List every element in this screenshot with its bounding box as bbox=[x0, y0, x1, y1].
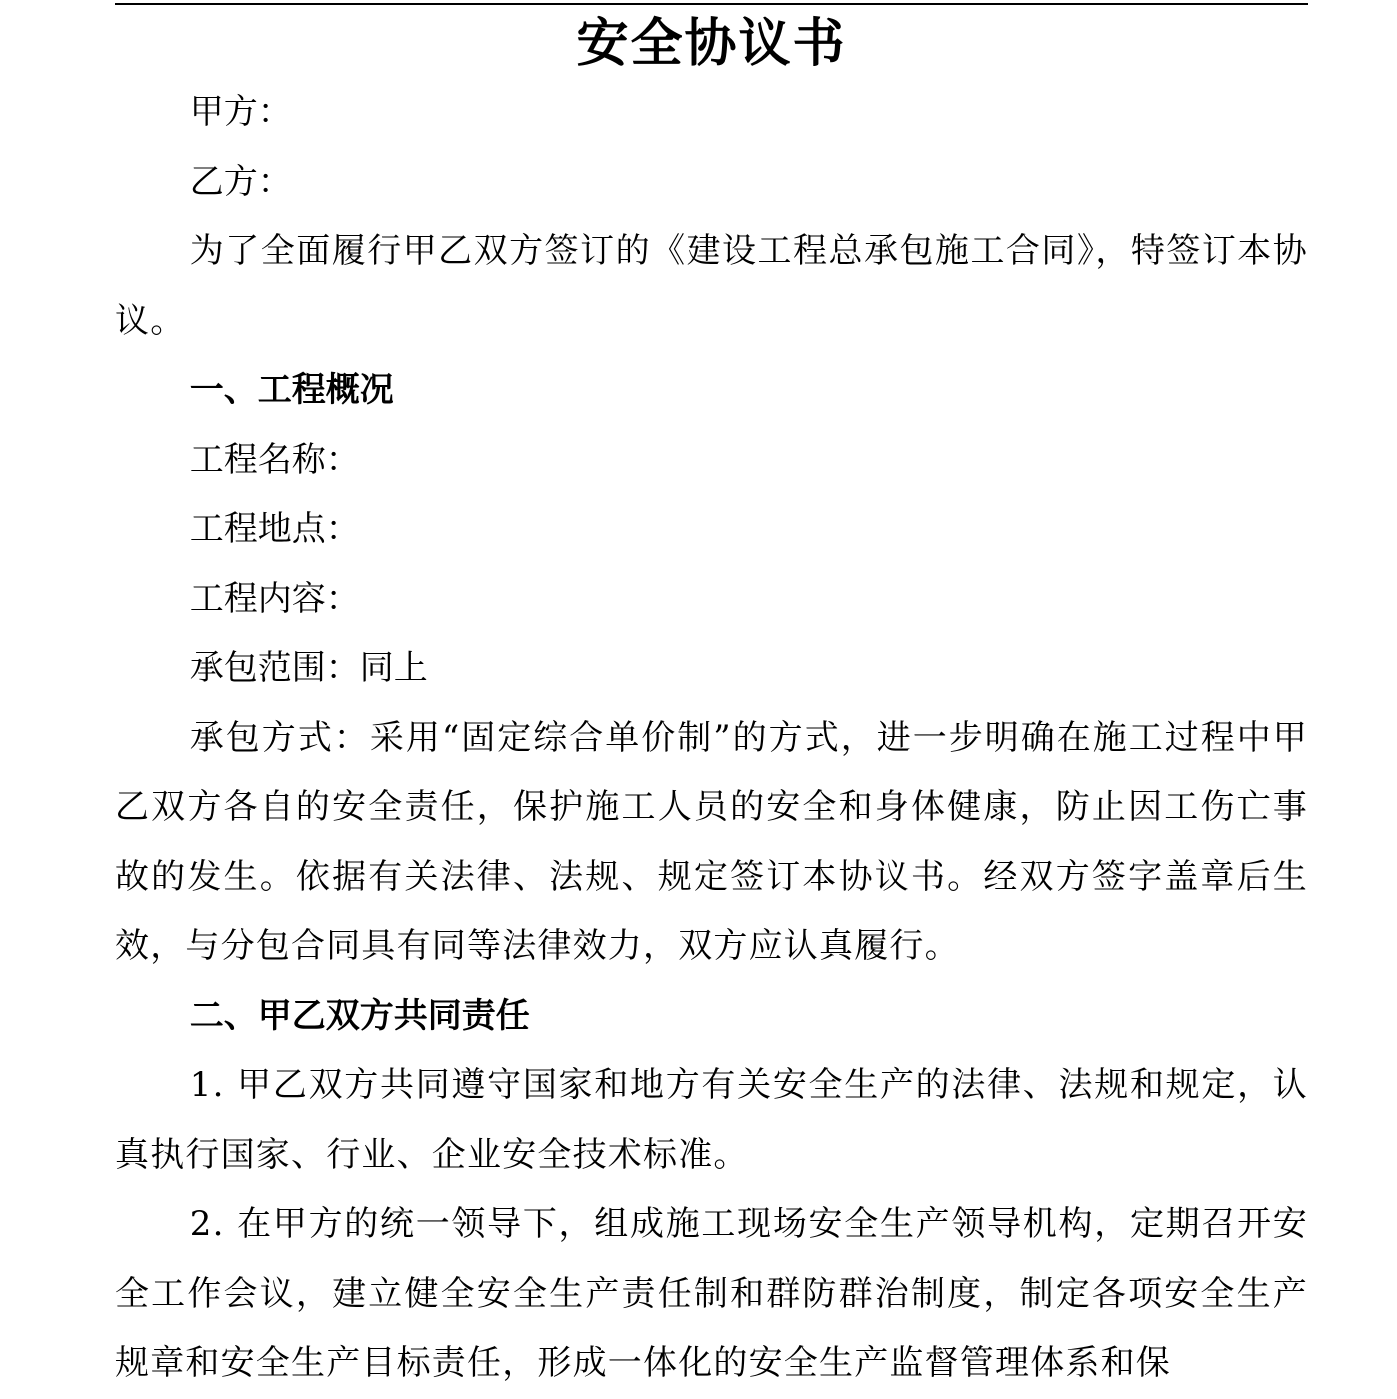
project-name-line: 工程名称： bbox=[189, 439, 360, 480]
party-b-line: 乙方： bbox=[189, 161, 292, 202]
clause-1-paragraph: 1. 甲乙双方共同遵守国家和地方有关安全生产的法律、法规和规定，认真执行国家、行业、企业安全技术标准。 bbox=[115, 1065, 1308, 1175]
document-body bbox=[115, 10, 1308, 1399]
document-title: 安全协议书 bbox=[576, 13, 847, 74]
section-2-heading: 二、甲乙双方共同责任 bbox=[189, 995, 530, 1036]
project-location-line: 工程地点： bbox=[189, 509, 360, 549]
top-rule bbox=[115, 3, 1308, 5]
contract-scope-line: 承包范围：同上 bbox=[189, 648, 428, 688]
contract-method-paragraph: 承包方式：采用“固定综合单价制”的方式，进一步明确在施工过程中甲乙双方各自的安全责任，保护施工人员的安全和身体健康，防止因工伤亡事故的发生。依据有关法律、法规、规定签订本协议书。经双方签字盖章后生效，与分包合同具有同等法律效力，双方应认真履行。 bbox=[115, 717, 1308, 966]
intro-paragraph: 为了全面履行甲乙双方签订的《建设工程总承包施工合同》，特签订本协议。 bbox=[115, 231, 1308, 341]
party-a-line: 甲方： bbox=[189, 92, 292, 132]
clause-2-paragraph: 2. 在甲方的统一领导下，组成施工现场安全生产领导机构，定期召开安全工作会议，建立健全安全生产责任制和群防群治制度，制定各项安全生产规章和安全生产目标责任，形成一体化的安全生产监督管理体系和保 bbox=[115, 1204, 1308, 1383]
project-content-line: 工程内容： bbox=[189, 578, 360, 619]
section-1-heading: 一、工程概况 bbox=[189, 370, 394, 410]
